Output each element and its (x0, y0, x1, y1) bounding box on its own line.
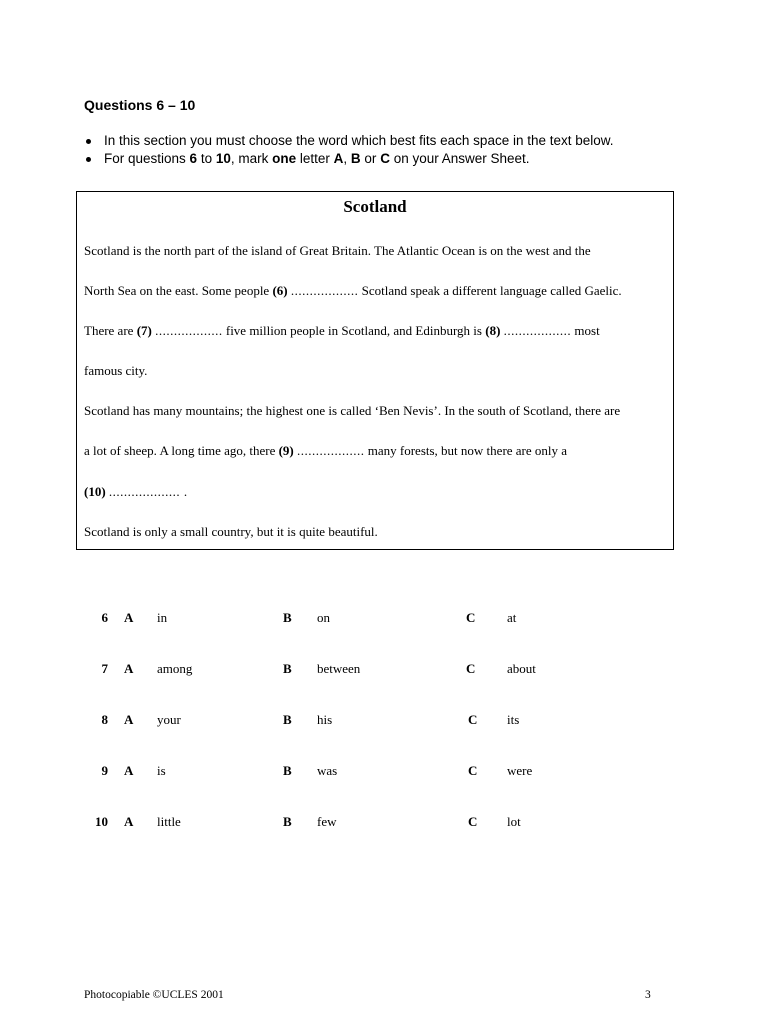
option-b: between (317, 661, 361, 676)
option-a: your (157, 712, 181, 727)
page-number: 3 (645, 989, 651, 1001)
option-a: among (157, 661, 193, 676)
passage-line: Scotland is only a small country, but it is quite beautiful. (84, 524, 378, 539)
passage-line: famous city. (84, 363, 148, 378)
gap-10: (10) (84, 484, 106, 499)
gap-dots: ................... . (108, 484, 188, 499)
gap-6: (6) (272, 283, 288, 298)
instruction-item: In this section you must choose the word which best fits each space in the text below. (84, 132, 724, 150)
option-letter-a: A (124, 712, 134, 727)
option-letter-b: B (283, 814, 292, 829)
option-letter-b: B (283, 661, 292, 676)
option-b: few (317, 814, 337, 829)
option-letter-b: B (283, 763, 292, 778)
option-b: his (317, 712, 333, 727)
option-letter-c: C (466, 661, 476, 676)
option-c: its (507, 712, 520, 727)
option-letter-c: C (466, 610, 476, 625)
passage-line (84, 484, 188, 500)
passage-line: There are (7) .................. five million people in Scotland, and Edinburgh is (8) .................. most (84, 323, 600, 338)
question-number: 7 (101, 661, 108, 676)
question-row (76, 804, 636, 855)
option-letter-a: A (124, 610, 134, 625)
gap-dots: .................. (503, 323, 572, 338)
option-a: is (157, 763, 166, 778)
question-row (76, 651, 636, 702)
option-c: lot (507, 814, 521, 829)
question-row (76, 702, 636, 753)
option-letter-c: C (468, 814, 478, 829)
question-number: 6 (101, 610, 108, 625)
footer-copyright: Photocopiable ©UCLES 2001 (84, 989, 224, 1001)
option-c: at (507, 610, 517, 625)
passage-line: Scotland has many mountains; the highest one is called ‘Ben Nevis’. In the south of Scotland, there are (84, 403, 621, 418)
gap-dots: .................. (155, 323, 223, 338)
passage-line: Scotland is the north part of the island of Great Britain. The Atlantic Ocean is on the west and the (84, 243, 591, 258)
passage-title: Scotland (343, 197, 407, 216)
gap-dots: .................. (290, 283, 359, 298)
gap-dots: .................. (297, 443, 365, 458)
section-heading: Questions 6 – 10 (84, 97, 196, 113)
option-letter-b: B (283, 712, 292, 727)
option-b: was (317, 763, 338, 778)
option-letter-c: C (468, 712, 478, 727)
answer-options (76, 600, 636, 855)
option-c: were (507, 763, 533, 778)
question-number: 10 (95, 814, 108, 829)
gap-9: (9) (278, 443, 294, 458)
question-row (76, 753, 636, 804)
passage-line: a lot of sheep. A long time ago, there (9) .................. many forests, but now there are only a (84, 443, 568, 458)
question-number: 8 (101, 712, 108, 727)
option-a: little (157, 814, 181, 829)
option-b: on (317, 610, 330, 625)
option-c: about (507, 661, 536, 676)
passage-box (76, 191, 674, 550)
option-letter-b: B (283, 610, 292, 625)
gap-7: (7) (136, 323, 152, 338)
passage-line: North Sea on the east. Some people (6) .................. Scotland speak a different language called Gaelic. (84, 283, 622, 298)
option-a: in (157, 610, 168, 625)
question-row (76, 600, 636, 651)
question-number: 9 (101, 763, 108, 778)
option-letter-c: C (468, 763, 478, 778)
option-letter-a: A (124, 814, 134, 829)
option-letter-a: A (124, 661, 134, 676)
gap-8: (8) (485, 323, 501, 338)
option-letter-a: A (124, 763, 134, 778)
instruction-list (84, 132, 724, 168)
instruction-item: For questions 6 to 10, mark one letter A, B or C on your Answer Sheet. (84, 150, 724, 168)
